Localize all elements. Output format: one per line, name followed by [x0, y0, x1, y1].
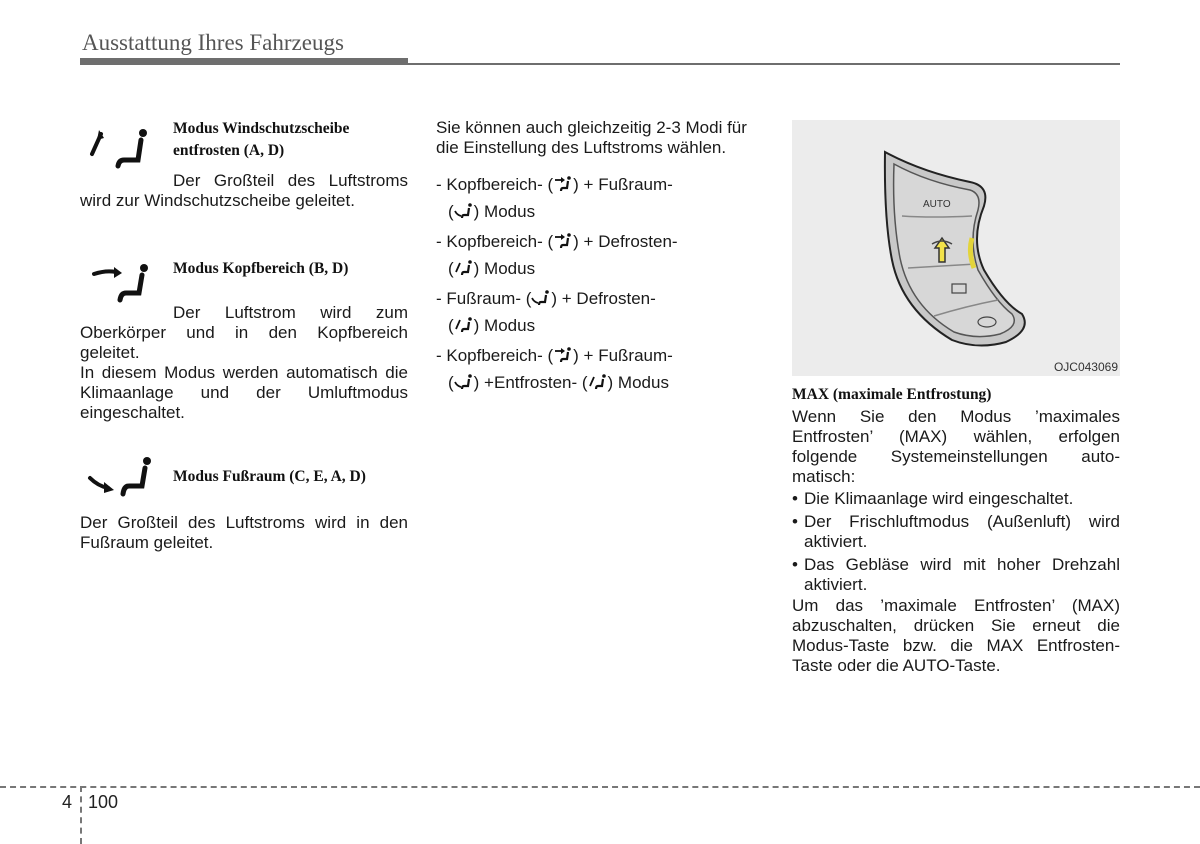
auto-button-label: AUTO — [923, 199, 951, 210]
windshield-heading: Modus Windschutzscheibe entfrosten (A, D) — [173, 120, 350, 159]
head-mode-icon — [553, 346, 573, 364]
combo-item: - Fußraum- ( ) + Defrosten- ( ) Modus — [436, 289, 656, 335]
chapter-number: 4 — [62, 792, 73, 812]
head-text-3: In diesem Modus werden automatisch die Klimaanlage und der Umluftmodus eingeschaltet. — [80, 363, 408, 422]
windshield-mode-icon — [454, 259, 474, 277]
head-mode-icon — [553, 232, 573, 250]
windshield-mode-icon — [454, 316, 474, 334]
control-panel-illustration — [792, 120, 1120, 376]
windshield-mode-icon — [86, 124, 152, 174]
section-title: Ausstattung Ihres Fahrzeugs — [82, 30, 344, 55]
footer-divider — [80, 786, 82, 844]
combo-intro: Sie können auch gleichzeitig 2-3 Modi für die Einstellung des Luftstroms wählen. — [436, 118, 747, 157]
combo-item: - Kopfbereich- ( ) + Defrosten- ( ) Modus — [436, 232, 678, 278]
combo-item: - Kopfbereich- ( ) + Fußraum- ( ) +Entfrosten- ( ) Modus — [436, 346, 673, 392]
combo-list — [436, 171, 766, 396]
max-heading: MAX (maximale Entfrostung) — [792, 386, 992, 403]
header-bar — [80, 58, 408, 65]
bullet-item: • Der Frischluftmodus (Außenluft) wird aktiviert. — [792, 512, 1120, 552]
max-intro: Wenn Sie den Modus ’maximales Entfrosten’ (MAX) wählen, erfolgen folgende Systemeinstellungen auto-matisch: — [792, 407, 1120, 486]
foot-text: Der Großteil des Luftstroms wird in den Fußraum geleitet. — [80, 513, 408, 552]
head-text-2: Oberkörper und in den Kopfbereich geleitet. — [80, 323, 408, 362]
header-rule — [408, 63, 1120, 65]
bullet-item: • Das Gebläse wird mit hoher Drehzahl aktiviert. — [792, 555, 1120, 595]
combo-item: - Kopfbereich- ( ) + Fußraum- ( ) Modus — [436, 175, 673, 221]
foot-mode-icon — [454, 373, 474, 391]
windshield-text-2: wird zur Windschutzscheibe geleitet. — [80, 191, 355, 210]
foot-heading: Modus Fußraum (C, E, A, D) — [173, 468, 366, 485]
foot-mode-icon — [531, 289, 551, 307]
head-mode-icon — [88, 260, 154, 306]
head-mode-icon — [553, 175, 573, 193]
page-number: 100 — [88, 792, 119, 812]
figure-code: OJC043069 — [1053, 360, 1118, 374]
footer-rule — [0, 786, 1200, 788]
foot-mode-icon — [86, 454, 156, 500]
windshield-text-1: Der Großteil des Luftstroms — [173, 171, 408, 190]
head-text-1: Der Luftstrom wird zum — [173, 303, 408, 322]
control-panel-figure — [792, 120, 1120, 376]
max-outro: Um das ’maximale Entfrosten’ (MAX) abzuschalten, drücken Sie erneut die Modus-Taste bzw. die MAX Entfrosten-Taste oder die AUTO-Taste. — [792, 596, 1120, 675]
max-bullets — [792, 489, 1120, 595]
bullet-item: • Die Klimaanlage wird eingeschaltet. — [792, 489, 1120, 509]
foot-mode-icon — [454, 202, 474, 220]
head-heading: Modus Kopfbereich (B, D) — [173, 260, 349, 277]
windshield-mode-icon — [588, 373, 608, 391]
